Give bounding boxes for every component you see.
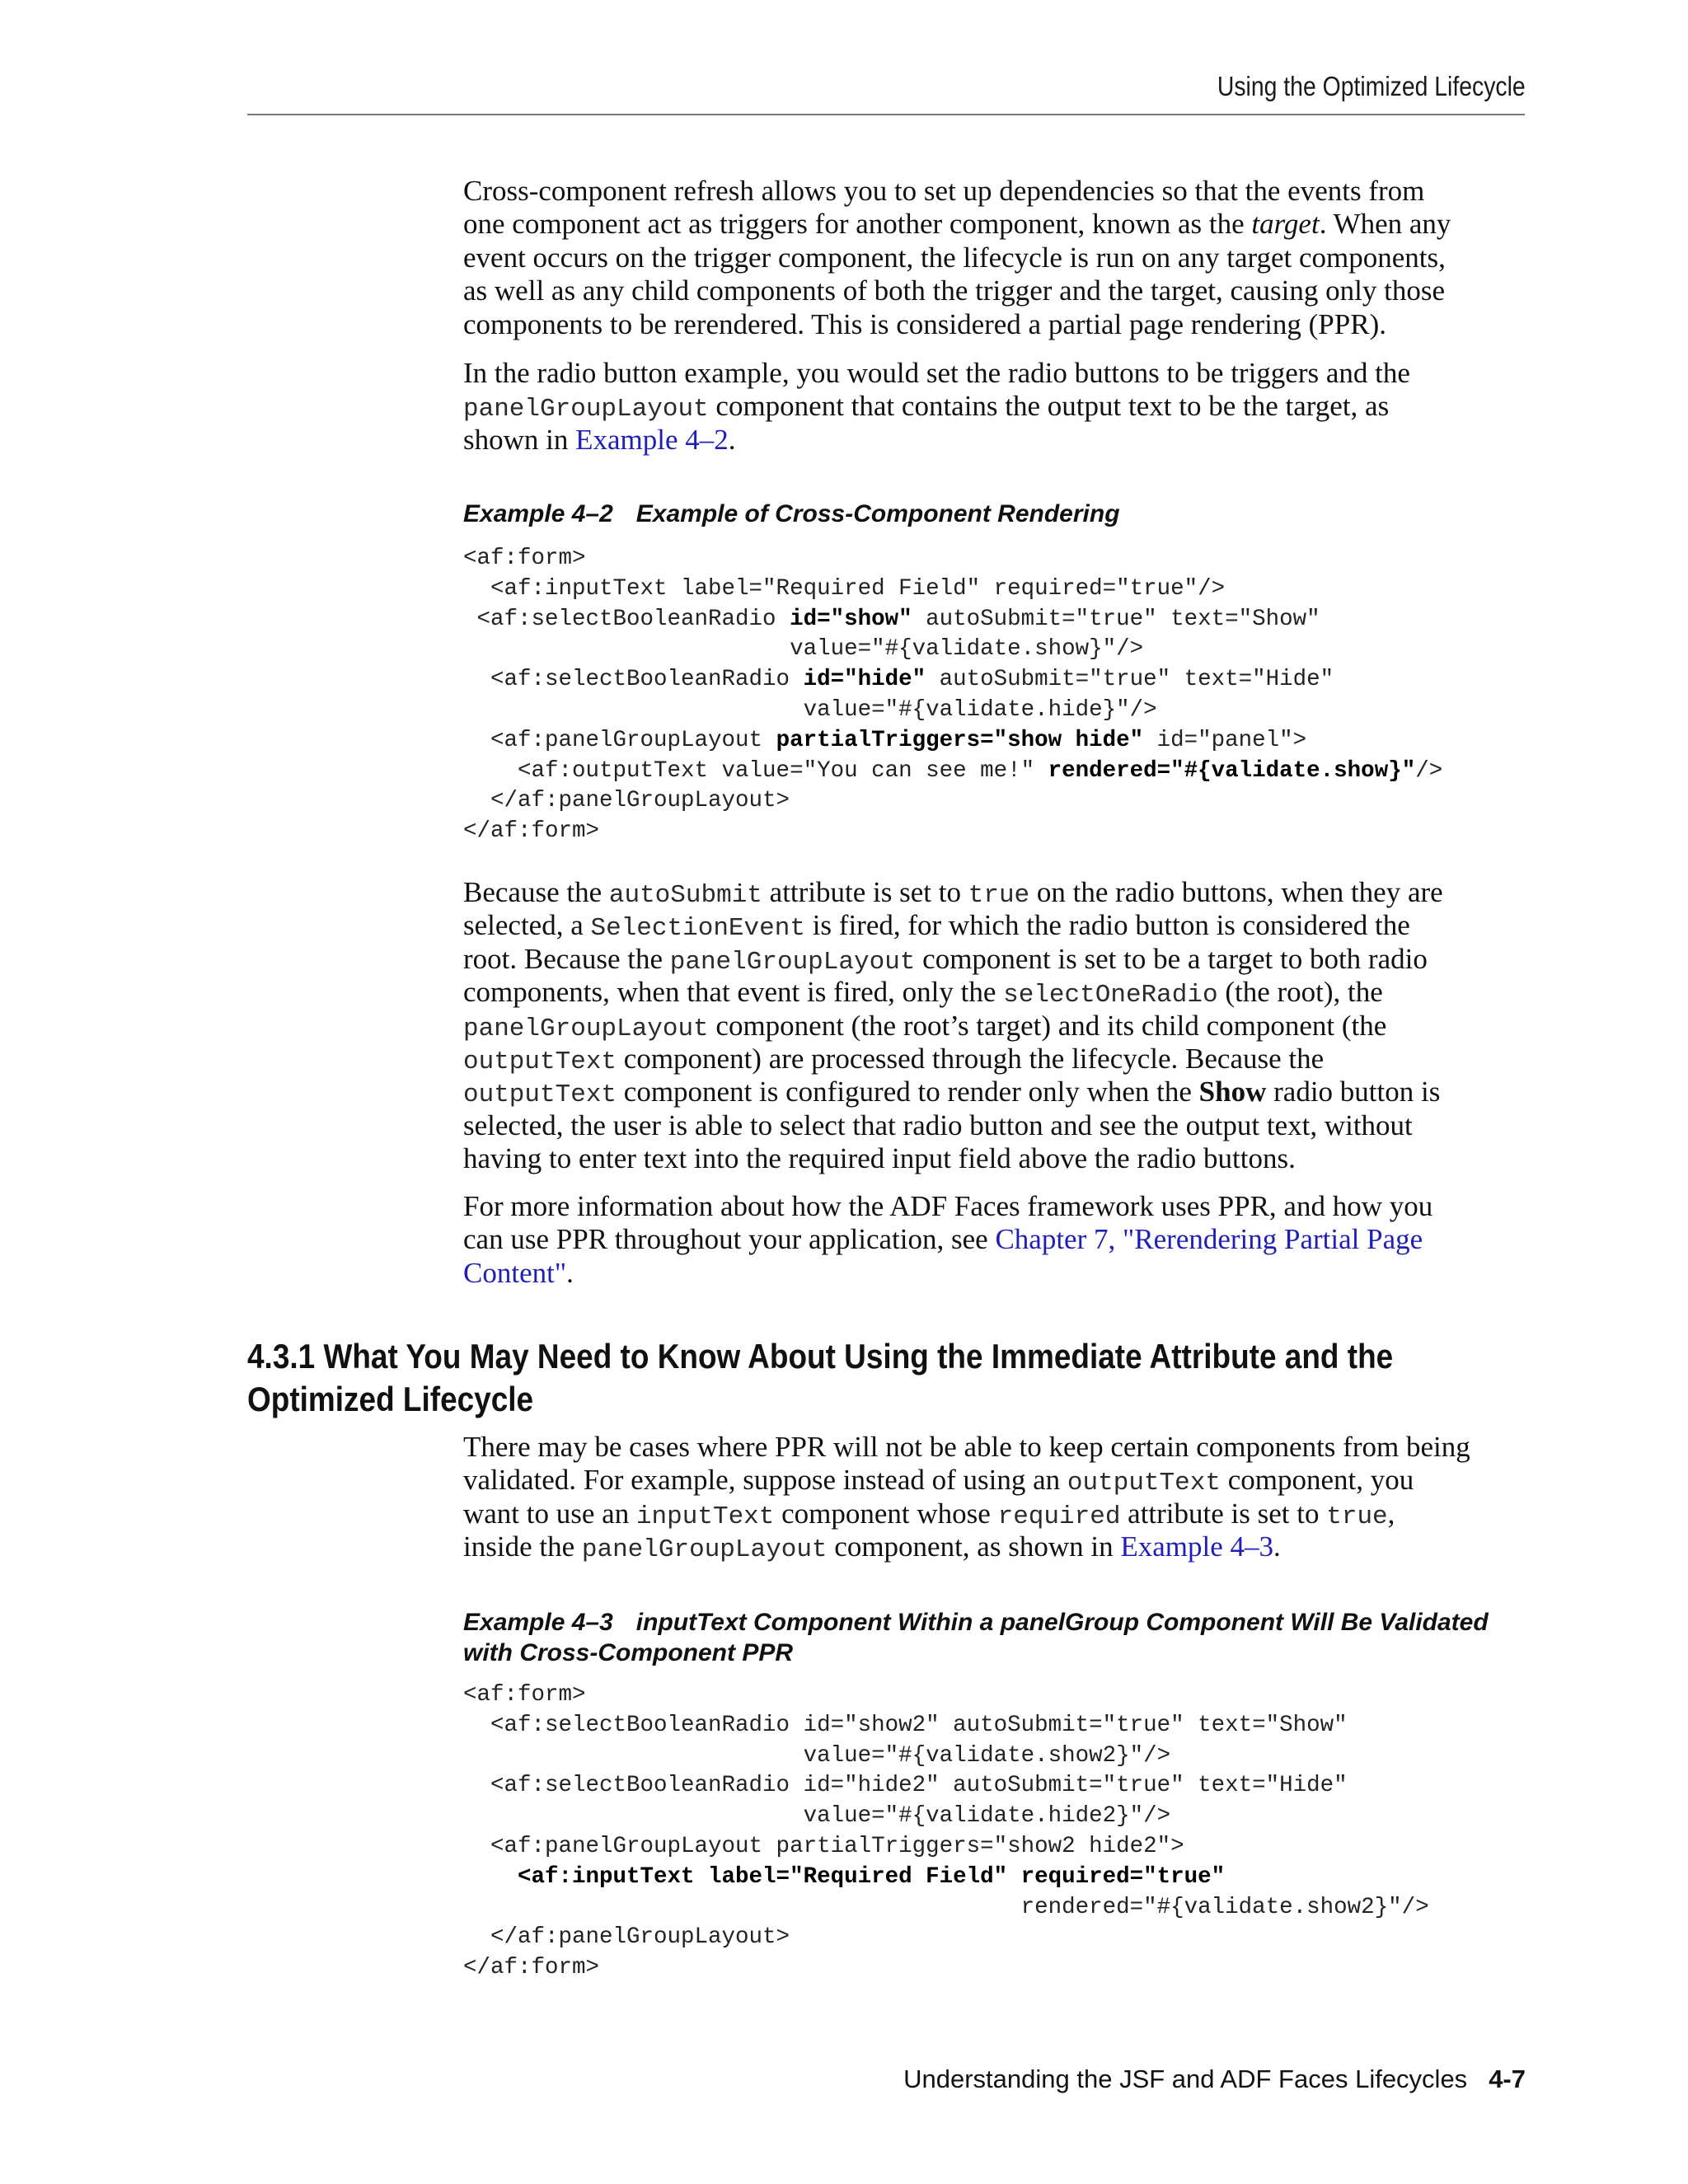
text-line: as well as any child components of both the trigger and the target, causing only those bbox=[463, 274, 1446, 307]
text-line: outputText component is configured to render only when the Show radio button is bbox=[463, 1076, 1441, 1110]
example-4-2-caption: Example 4–2 Example of Cross-Component Rendering bbox=[463, 500, 1120, 527]
paragraph-radio-example bbox=[463, 357, 1526, 457]
text-line: For more information about how the ADF Faces framework uses PPR, and how you bbox=[463, 1190, 1433, 1222]
text-line: Content". bbox=[463, 1256, 574, 1289]
target-term: target bbox=[1251, 208, 1320, 241]
text-line: one component act as triggers for another component, known as the target. When any bbox=[463, 208, 1451, 241]
example-4-3-caption: Example 4–3 inputText Component Within a panelGroup Component Will Be Validated with Cross-Component PPR bbox=[463, 1609, 1489, 1666]
paragraph-ppr-validation-cases bbox=[463, 1431, 1526, 1564]
page-number: 4-7 bbox=[1489, 2064, 1526, 2093]
text-line: outputText component) are processed through the lifecycle. Because the bbox=[463, 1042, 1325, 1076]
text-line: root. Because the panelGroupLayout component is set to be a target to both radio bbox=[463, 942, 1428, 977]
text-line: selected, the user is able to select that radio button and see the output text, without bbox=[463, 1108, 1413, 1141]
section-heading-4-3-1: 4.3.1 What You May Need to Know About Using the Immediate Attribute and the Optimized Lifecycle bbox=[247, 1337, 1394, 1418]
chapter-7-link-continued[interactable]: Content" bbox=[463, 1256, 567, 1289]
footer-book-title: Understanding the JSF and ADF Faces Lifecycles bbox=[903, 2064, 1468, 2093]
text-line: In the radio button example, you would set the radio buttons to be triggers and the bbox=[463, 357, 1410, 389]
text-line: validated. For example, suppose instead of using an outputText component, you bbox=[463, 1464, 1414, 1498]
text-line: Cross-component refresh allows you to set up dependencies so that the events from bbox=[463, 175, 1425, 207]
text-line: Because the autoSubmit attribute is set to true on the radio buttons, when they are bbox=[463, 876, 1443, 910]
text-line: shown in Example 4–2. bbox=[463, 423, 736, 456]
example-4-2-link[interactable]: Example 4–2 bbox=[575, 423, 729, 456]
text-line: panelGroupLayout component that contains the output text to be the target, as bbox=[463, 390, 1390, 424]
text-line: components, when that event is fired, only the selectOneRadio (the root), the bbox=[463, 976, 1383, 1010]
paragraph-cross-component-refresh bbox=[463, 175, 1526, 341]
header-rule bbox=[247, 114, 1525, 115]
text-line: components to be rerendered. This is considered a partial page rendering (PPR). bbox=[463, 307, 1386, 340]
text-line: want to use an inputText component whose required attribute is set to true, bbox=[463, 1497, 1395, 1531]
paragraph-autosubmit-explanation bbox=[463, 876, 1526, 1176]
text-line: inside the panelGroupLayout component, as shown in Example 4–3. bbox=[463, 1530, 1281, 1565]
example-4-3-link[interactable]: Example 4–3 bbox=[1120, 1530, 1273, 1563]
paragraph-more-information bbox=[463, 1190, 1526, 1290]
page-footer bbox=[903, 2064, 1526, 2094]
text-line: selected, a SelectionEvent is fired, for which the radio button is considered the bbox=[463, 909, 1410, 944]
example-4-3-code: <af:form> <af:selectBooleanRadio id="show2" autoSubmit="true" text="Show" value="#{validate.show2}"/> <af:selectBooleanRadio id="hide2" autoSubmit="true" text="Hide" value="#{validate.hide2}"/> <af:panelGroupLayout partialTriggers="show2 hide2"> <af:inputText label="Required Field" required="true" rendered="#{validate.show2}"/> </af:panelGroupLayout> </af:form> bbox=[463, 1682, 1429, 1981]
running-header: Using the Optimized Lifecycle bbox=[1217, 71, 1526, 101]
text-line: panelGroupLayout component (the root’s target) and its child component (the bbox=[463, 1009, 1387, 1043]
text-line: having to enter text into the required input field above the radio buttons. bbox=[463, 1142, 1296, 1175]
example-4-2-code: <af:form> <af:inputText label="Required Field" required="true"/> <af:selectBooleanRadio id="show" autoSubmit="true" text="Show" value="#{validate.show}"/> <af:selectBooleanRadio id="hide" autoSubmit="true" text="Hide" value="#{validate.hide}"/> <af:panelGroupLayout partialTriggers="show hide" id="panel"> <af:outputText value="You can see me!" rendered="#{validate.show}"/> </af:panelGroupLayout> </af:form> bbox=[463, 546, 1443, 845]
text-line: event occurs on the trigger component, the lifecycle is run on any target components, bbox=[463, 241, 1446, 274]
chapter-7-link[interactable]: Chapter 7, "Rerendering Partial Page bbox=[995, 1223, 1423, 1256]
text-line: can use PPR throughout your application, see Chapter 7, "Rerendering Partial Page bbox=[463, 1223, 1423, 1256]
text-line: There may be cases where PPR will not be able to keep certain components from being bbox=[463, 1431, 1470, 1463]
